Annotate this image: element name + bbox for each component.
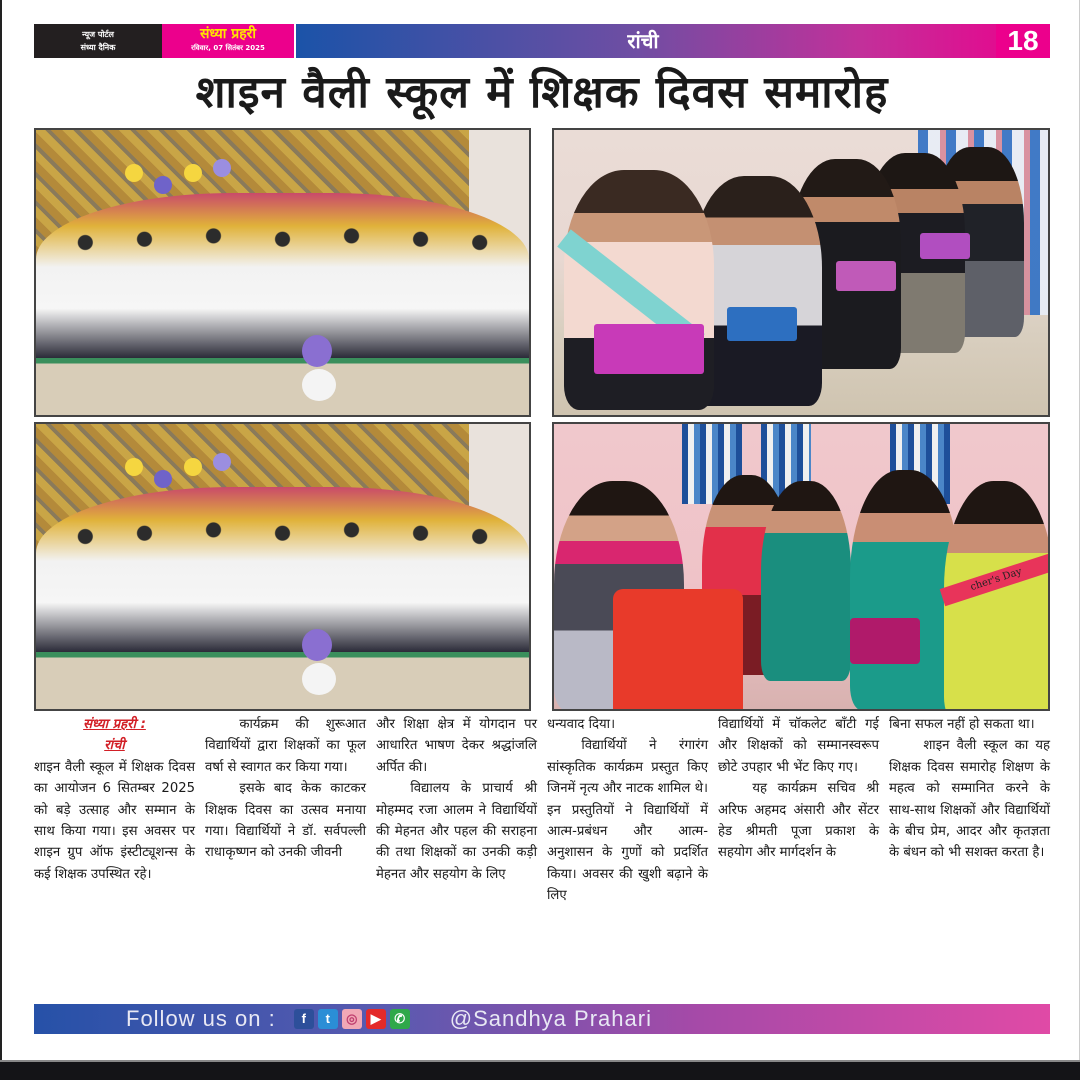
masthead bbox=[34, 24, 1050, 58]
balloon-purple bbox=[302, 629, 332, 661]
evening-daily-label: संध्या दैनिक bbox=[80, 43, 116, 52]
paragraph: विद्यालय के प्राचार्य श्री मोहम्मद रजा आलम ने विद्यार्थियों की मेहनत और पहल की सराहना की तथा शिक्षकों का उनकी कड़ी मेहनत और सहयोग के लिए bbox=[376, 781, 537, 882]
photo-female-teachers bbox=[552, 422, 1050, 711]
dateline: रांची bbox=[104, 738, 125, 754]
crowd bbox=[36, 487, 529, 652]
crowd bbox=[36, 193, 529, 358]
paragraph: इसके बाद केक काटकर शिक्षक दिवस का उत्सव मनाया गया। विद्यार्थियों ने डॉ. सर्वपल्ली राधाकृष्णन को उनकी जीवनी bbox=[205, 781, 366, 861]
male-teachers-image bbox=[554, 130, 1048, 415]
group-photo-image bbox=[36, 130, 529, 415]
headline: शाइन वैली स्कूल में शिक्षक दिवस समारोह bbox=[195, 67, 889, 118]
paragraph: शाइन वैली स्कूल का यह शिक्षक दिवस समारोह शिक्षण के महत्व को सम्मानित करने के साथ-साथ शिक्षकों और विद्यार्थियों के बीच प्रेम, आदर और कृतज्ञता के बंधन को भी सशक्त करता है। bbox=[889, 738, 1050, 861]
balloon-white bbox=[302, 663, 336, 695]
section-bar bbox=[296, 24, 1050, 58]
balloon-purple bbox=[302, 335, 332, 367]
article-column-5 bbox=[718, 714, 879, 1000]
gift-box bbox=[850, 618, 920, 664]
section-city: रांची bbox=[627, 29, 659, 53]
article-column-4 bbox=[547, 714, 708, 1000]
group-photo-image bbox=[36, 424, 529, 709]
follow-label: Follow us on : bbox=[126, 1006, 276, 1031]
paragraph: और शिक्षा क्षेत्र में योगदान पर आधारित भाषण देकर श्रद्धांजलि अर्पित की। bbox=[376, 717, 537, 775]
follow-us-bar bbox=[34, 1004, 1050, 1034]
brand-name: संध्या प्रहरी bbox=[199, 26, 257, 42]
youtube-icon[interactable]: ▶ bbox=[366, 1009, 386, 1029]
byline: संध्या प्रहरी : bbox=[83, 717, 146, 732]
red-chair bbox=[613, 589, 743, 709]
twitter-icon[interactable]: t bbox=[318, 1009, 338, 1029]
photo-group-1 bbox=[34, 128, 531, 417]
page-number: 18 bbox=[996, 24, 1050, 58]
paragraph: कार्यक्रम की शुरूआत विद्यार्थियों द्वारा शिक्षकों का फूल वर्षा से स्वागत कर किया गया। bbox=[205, 717, 366, 775]
photo-male-teachers bbox=[552, 128, 1050, 417]
brand-box bbox=[162, 24, 294, 58]
gift-box bbox=[594, 324, 704, 374]
paragraph: बिना सफल नहीं हो सकता था। bbox=[889, 717, 1035, 732]
bottom-dark-band bbox=[0, 1060, 1080, 1080]
social-handle[interactable]: @Sandhya Prahari bbox=[449, 1006, 652, 1031]
instagram-icon[interactable]: ◎ bbox=[342, 1009, 362, 1029]
balloon-white bbox=[302, 369, 336, 401]
article-column-1 bbox=[34, 714, 195, 1000]
facebook-icon[interactable]: f bbox=[294, 1009, 314, 1029]
social-icons bbox=[294, 1009, 410, 1029]
article-column-6 bbox=[889, 714, 1050, 1000]
paragraph: धन्यवाद दिया। bbox=[547, 717, 616, 732]
news-portal-label: न्यूज पोर्टल bbox=[82, 30, 114, 39]
paragraph: यह कार्यक्रम सचिव श्री अरिफ अहमद अंसारी और सेंटर हेड श्रीमती पूजा प्रकाश के सहयोग और मार्गदर्शन के bbox=[718, 781, 879, 861]
article-column-2 bbox=[205, 714, 366, 1000]
paragraph: विद्यार्थियों ने रंगारंग सांस्कृतिक कार्यक्रम प्रस्तुत किए जिनमें नृत्य और नाटक शामिल थे। इन प्रस्तुतियों ने विद्यार्थियों में आत्म-प्रबंधन और आत्म-अनुशासन के गुणों को प्रदर्शित किया। अवसर की खुशी बढ़ाने के लिए bbox=[547, 738, 708, 904]
article-column-3 bbox=[376, 714, 537, 1000]
issue-date: रविवार, 07 सितंबर 2025 bbox=[191, 44, 265, 52]
photo-group-2 bbox=[34, 422, 531, 711]
paragraph: विद्यार्थियों में चॉकलेट बाँटी गई और शिक्षकों को सम्मानस्वरूप छोटे उपहार भी भेंट किए गए। bbox=[718, 717, 879, 775]
teachers-day-sash: cher's Day bbox=[940, 545, 1050, 605]
whatsapp-icon[interactable]: ✆ bbox=[390, 1009, 410, 1029]
news-portal-box bbox=[34, 24, 162, 58]
female-teachers-image bbox=[554, 424, 1048, 709]
paragraph: शाइन वैली स्कूल में शिक्षक दिवस का आयोजन 6 सितम्बर 2025 को बड़े उत्साह और सम्मान के साथ किया गया। इस अवसर पर शाइन ग्रुप ऑफ इंस्टीट्यूशन्स के कई शिक्षक उपस्थित रहे। bbox=[34, 759, 195, 882]
article-body bbox=[34, 714, 1050, 1000]
